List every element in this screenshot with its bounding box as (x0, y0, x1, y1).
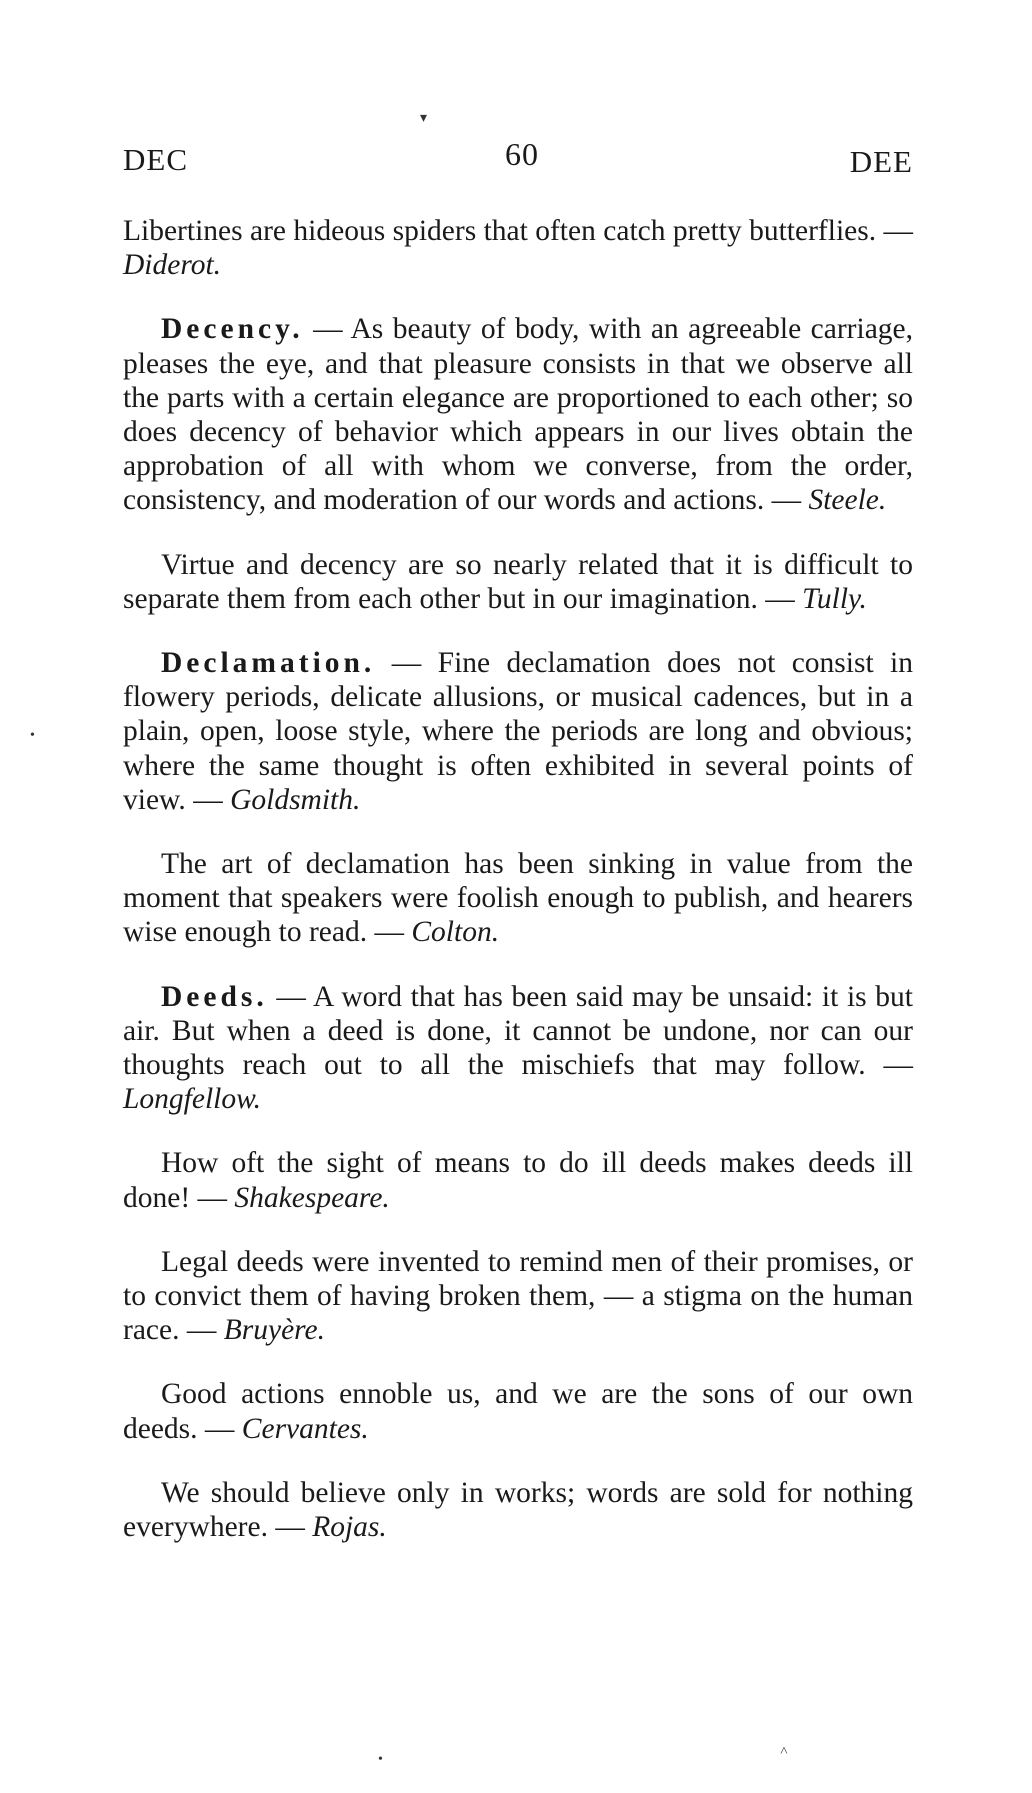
print-speck-icon: • (378, 1752, 383, 1767)
quote-text: Fine declamation does not consist in flowery periods, delicate allusions, or musical cadences, but in a plain, open, loose style, where the periods are long and obvious; where the same thought is often exhibited in several points of view. (123, 647, 913, 816)
quote-paragraph: Libertines are hideous spiders that often catch pretty butterflies. — Diderot. (123, 215, 914, 282)
print-speck-icon: ˄ (780, 1744, 788, 1759)
quote-text: The art of declamation has been sinking in value from the moment that speakers were foolish enough to publish, and hearers wise enough to read. (123, 848, 913, 949)
running-header (123, 136, 913, 192)
quote-text: Virtue and decency are so nearly related that it is difficult to separate them from each other but in our imagination. (123, 548, 913, 615)
quote-text: Good actions ennoble us, and we are the sons of our own deeds. (123, 1378, 913, 1445)
entry-term: Decency. (161, 313, 304, 346)
header-right-guide-word: DEE (849, 144, 913, 179)
entry-paragraph: Declamation. — Fine declamation does not consist in flowery periods, delicate allusions, or musical cadences, but in a plain, open, loose style, where the periods are long and obvious; where the same thought is often exhibited in several points of view. — Goldsmith. (123, 647, 913, 816)
entry-term: Deeds. (161, 980, 268, 1013)
entry-paragraph: Decency. — As beauty of body, with an agreeable carriage, pleases the eye, and that pleasure consists in that we observe all the parts with a certain elegance are proportioned to each other; so does decency of behavior which appears in our lives obtain the approbation of all with whom we converse, from the order, consistency, and moderation of our words and actions. — Steele. (123, 313, 914, 517)
quote-text: As beauty of body, with an agreeable carriage, pleases the eye, and that pleasure consists in that we observe all the parts with a certain elegance are proportioned to each other; so does decency of behavior which appears in our lives obtain the approbation of all with whom we converse, from the order, consistency, and moderation of our words and actions. (123, 313, 914, 517)
entry-term: Declamation. (161, 647, 376, 680)
print-speck-icon: • (30, 728, 35, 743)
print-speck-icon: ▾ (420, 111, 428, 126)
quote-author: Steele. (808, 484, 887, 517)
quote-author: Bruyère. (223, 1314, 326, 1347)
quote-author: Goldsmith. (230, 783, 361, 816)
page-number: 60 (505, 136, 539, 172)
entry-paragraph: Deeds. — A word that has been said may be unsaid: it is but air. But when a deed is done, it cannot be undone, nor can our thoughts reach out to all the mischiefs that may follow. — Longfellow. (123, 980, 914, 1116)
quote-paragraph: How oft the sight of means to do ill deeds makes deeds ill done! — Shakespeare. (123, 1147, 913, 1214)
page-body (123, 214, 913, 1574)
quote-paragraph: We should believe only in works; words are sold for nothing everywhere. — Rojas. (123, 1476, 913, 1544)
quote-author: Cervantes. (241, 1412, 369, 1445)
quote-paragraph: The art of declamation has been sinking in value from the moment that speakers were foolish enough to publish, and hearers wise enough to read. — Colton. (123, 848, 913, 949)
quote-paragraph: Virtue and decency are so nearly related that it is difficult to separate them from each other but in our imagination. — Tully. (123, 548, 913, 615)
quote-author: Tully. (802, 582, 867, 615)
quote-author: Rojas. (312, 1511, 387, 1544)
quote-author: Colton. (411, 916, 500, 949)
quote-author: Shakespeare. (234, 1181, 390, 1214)
header-left-guide-word: DEC (123, 142, 188, 177)
quote-text: A word that has been said may be unsaid: it is but air. But when a deed is done, it cannot be undone, nor can our thoughts reach out to all the mischiefs that may follow. (123, 980, 914, 1082)
quote-paragraph: Legal deeds were invented to remind men of their promises, or to convict them of having broken them, — a stigma on the human race. — Bruyère. (123, 1245, 913, 1347)
quote-paragraph: Good actions ennoble us, and we are the sons of our own deeds. — Cervantes. (123, 1378, 913, 1445)
quote-author: Diderot. (123, 249, 222, 282)
quote-author: Longfellow. (123, 1083, 261, 1116)
quote-text: How oft the sight of means to do ill deeds makes deeds ill done! (123, 1147, 913, 1214)
quote-text: Libertines are hideous spiders that often catch pretty butterflies. (123, 215, 877, 247)
quote-text: Legal deeds were invented to remind men of their promises, or to convict them of having broken them, — a stigma on the human race. (123, 1245, 913, 1347)
quote-text: We should believe only in works; words are sold for nothing everywhere. (123, 1476, 913, 1544)
